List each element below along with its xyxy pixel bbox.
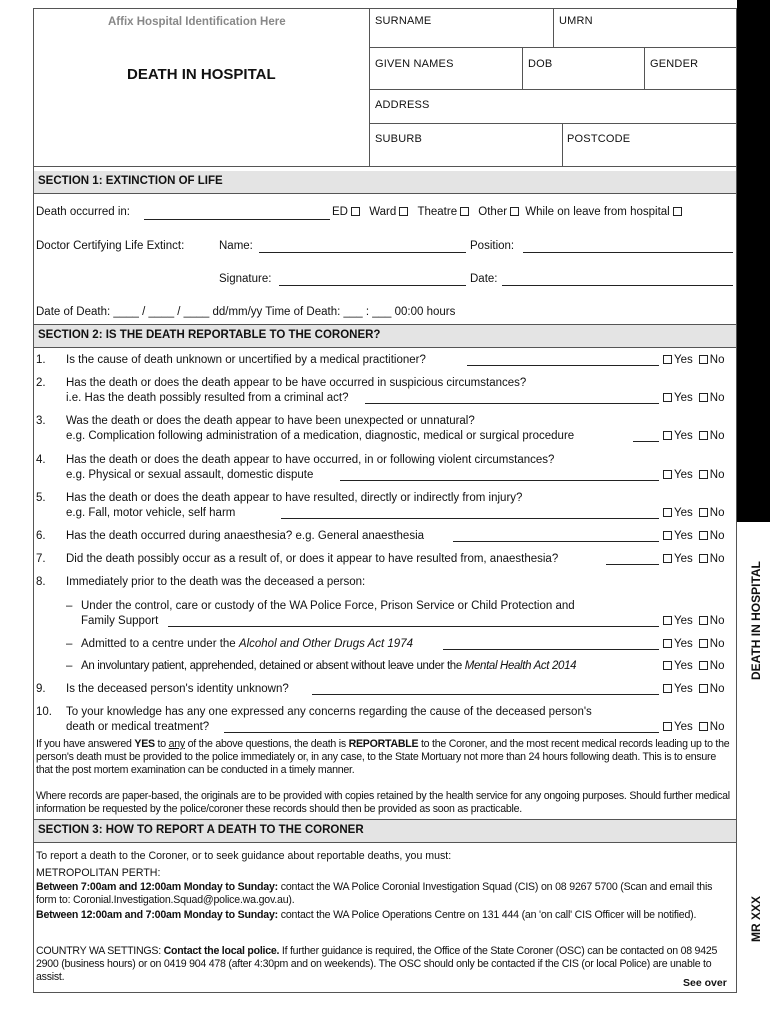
q1-no-checkbox[interactable] [699, 355, 708, 364]
death-occurred-input[interactable] [144, 219, 330, 220]
q4-example: e.g. Physical or sexual assault, domestic dispute [66, 469, 314, 481]
q9-yes-no: Yes No [660, 683, 724, 695]
surname-field[interactable]: SURNAME [375, 15, 432, 27]
q2-number: 2. [36, 377, 46, 389]
records-note: Where records are paper-based, the originals are to be provided with copies retained by the health service for any ongoing purposes. Should further medical information be requested by the police/coroner these records should then be provided as soon as practicable. [36, 790, 730, 815]
doctor-name-input[interactable] [259, 252, 466, 253]
leave-checkbox[interactable] [673, 207, 682, 216]
q7-text: Did the death possibly occur as a result of, or does it appear to have resulted from, anaesthesia? [66, 553, 559, 565]
reportable-note: If you have answered YES to any of the above questions, the death is REPORTABLE to the Coroner, and the most recent medical records leading up to the person's death must be provided to the police immediately or, in any case, to the State Mortuary not more than 24 hours following death. This is to ensure that the post mortem examination can be conducted in a timely manner. [36, 738, 730, 776]
section2-header: SECTION 2: IS THE DEATH REPORTABLE TO THE CORONER? [34, 325, 736, 347]
q3-no-checkbox[interactable] [699, 431, 708, 440]
q5-yes-checkbox[interactable] [663, 508, 672, 517]
q6-no-checkbox[interactable] [699, 531, 708, 540]
q8b-yes-checkbox[interactable] [663, 639, 672, 648]
q6-yes-checkbox[interactable] [663, 531, 672, 540]
suburb-field[interactable]: SUBURB [375, 133, 423, 145]
q5-number: 5. [36, 492, 46, 504]
q3-yes-no: Yes No [660, 430, 724, 442]
see-over-label: See over [683, 977, 727, 989]
q2-yes-checkbox[interactable] [663, 393, 672, 402]
q9-no-checkbox[interactable] [699, 684, 708, 693]
sidebar-form-code: MR XXX [749, 895, 763, 942]
q3-example: e.g. Complication following administration of a medication, diagnostic, medical or surgical procedure [66, 430, 575, 442]
position-label: Position: [470, 240, 515, 252]
given-names-field[interactable]: GIVEN NAMES [375, 58, 454, 70]
q6-number: 6. [36, 530, 46, 542]
position-input[interactable] [523, 252, 733, 253]
q6-text: Has the death occurred during anaesthesia? e.g. General anaesthesia [66, 530, 425, 542]
q2-example: i.e. Has the death possibly resulted from a criminal act? [66, 392, 349, 404]
dob-field[interactable]: DOB [528, 58, 553, 70]
q1-number: 1. [36, 354, 46, 366]
q3-yes-checkbox[interactable] [663, 431, 672, 440]
signature-input[interactable] [279, 285, 466, 286]
q7-no-checkbox[interactable] [699, 554, 708, 563]
sidebar-black-bar [737, 0, 770, 522]
q2-no-checkbox[interactable] [699, 393, 708, 402]
q10-text-cont: death or medical treatment? [66, 721, 210, 733]
q4-number: 4. [36, 454, 46, 466]
section3-intro: To report a death to the Coroner, or to seek guidance about reportable deaths, you must: [36, 850, 452, 862]
q2-yes-no: Yes No [660, 392, 724, 404]
death-location-options: ED Ward Theatre Other While on leave from hospital [332, 206, 684, 218]
q4-no-checkbox[interactable] [699, 470, 708, 479]
q8c-yes-no: Yes No [660, 660, 724, 672]
country-instructions: COUNTRY WA SETTINGS: Contact the local police. If further guidance is required, the Office of the State Coroner (OSC) can be contacted on 08 9425 2900 (business hours) or on 0419 904 478 (after 4:30pm and on weekends). The OSC should only be contacted if the CIS (or local Police) are unable to assist. [36, 945, 718, 983]
ed-checkbox[interactable] [351, 207, 360, 216]
signature-label: Signature: [219, 273, 272, 285]
q8c-dash: – [66, 660, 73, 672]
metro-day-instructions: Between 7:00am and 12:00am Monday to Sunday: contact the WA Police Coronial Investigation Squad (CIS) on 08 9267 5700 (Scan and email this form to: Coronial.Investigation.Squad@police.wa.gov.au). [36, 881, 713, 906]
q1-yes-no: Yes No [660, 354, 724, 366]
postcode-field[interactable]: POSTCODE [567, 133, 631, 145]
q7-number: 7. [36, 553, 46, 565]
ward-checkbox[interactable] [399, 207, 408, 216]
q8b-dash: – [66, 638, 73, 650]
q4-text: Has the death or does the death appear to have occurred, in or following violent circumstances? [66, 454, 555, 466]
q5-example: e.g. Fall, motor vehicle, self harm [66, 507, 236, 519]
q8c-yes-checkbox[interactable] [663, 661, 672, 670]
q5-text: Has the death or does the death appear to have resulted, directly or indirectly from injury? [66, 492, 523, 504]
page-title: DEATH IN HOSPITAL [127, 66, 276, 83]
sidebar-form-title: DEATH IN HOSPITAL [749, 561, 763, 680]
q5-yes-no: Yes No [660, 507, 724, 519]
name-label: Name: [219, 240, 253, 252]
q1-text: Is the cause of death unknown or uncertified by a medical practitioner? [66, 354, 426, 366]
death-occurred-label: Death occurred in: [36, 206, 130, 218]
q10-number: 10. [36, 706, 52, 718]
q8c-text: An involuntary patient, apprehended, detained or absent without leave under the Mental Health Act 2014 [81, 660, 577, 672]
q10-text: To your knowledge has any one expressed any concerns regarding the cause of the deceased person's [66, 706, 592, 718]
doctor-label: Doctor Certifying Life Extinct: [36, 240, 185, 252]
address-field[interactable]: ADDRESS [375, 99, 430, 111]
metro-night-instructions: Between 12:00am and 7:00am Monday to Sunday: contact the WA Police Operations Centre on 131 444 (an 'on call' CIS Officer will be notified). [36, 909, 697, 921]
q10-yes-no: Yes No [660, 721, 724, 733]
q7-yes-checkbox[interactable] [663, 554, 672, 563]
q8-number: 8. [36, 576, 46, 588]
q8b-no-checkbox[interactable] [699, 639, 708, 648]
q10-no-checkbox[interactable] [699, 722, 708, 731]
section1-header: SECTION 1: EXTINCTION OF LIFE [34, 171, 736, 193]
q8a-yes-checkbox[interactable] [663, 616, 672, 625]
q8b-yes-no: Yes No [660, 638, 724, 650]
gender-field[interactable]: GENDER [650, 58, 699, 70]
q8c-no-checkbox[interactable] [699, 661, 708, 670]
affix-label: Affix Hospital Identification Here [108, 16, 286, 28]
q10-yes-checkbox[interactable] [663, 722, 672, 731]
q8b-text: Admitted to a centre under the Alcohol and Other Drugs Act 1974 [81, 638, 413, 650]
umrn-field[interactable]: UMRN [559, 15, 593, 27]
other-checkbox[interactable] [510, 207, 519, 216]
q8a-dash: – [66, 600, 73, 612]
metro-heading: METROPOLITAN PERTH: [36, 867, 161, 879]
q8-text: Immediately prior to the death was the deceased a person: [66, 576, 366, 588]
q8a-text: Under the control, care or custody of the WA Police Force, Prison Service or Child Protection and [81, 600, 575, 612]
date-label: Date: [470, 273, 498, 285]
date-input[interactable] [502, 285, 733, 286]
q8a-text-cont: Family Support [81, 615, 159, 627]
q6-yes-no: Yes No [660, 530, 724, 542]
q4-yes-no: Yes No [660, 469, 724, 481]
q5-no-checkbox[interactable] [699, 508, 708, 517]
q8a-no-checkbox[interactable] [699, 616, 708, 625]
q3-number: 3. [36, 415, 46, 427]
q4-yes-checkbox[interactable] [663, 470, 672, 479]
q7-yes-no: Yes No [660, 553, 724, 565]
q3-text: Was the death or does the death appear to have been unexpected or unnatural? [66, 415, 475, 427]
theatre-checkbox[interactable] [460, 207, 469, 216]
date-of-death-line[interactable]: Date of Death: ____ / ____ / ____ dd/mm/yy Time of Death: ___ : ___ 00:00 hours [36, 306, 456, 318]
q9-text: Is the deceased person's identity unknown? [66, 683, 289, 695]
q1-yes-checkbox[interactable] [663, 355, 672, 364]
header-divider [369, 8, 370, 166]
q9-number: 9. [36, 683, 46, 695]
section3-header: SECTION 3: HOW TO REPORT A DEATH TO THE CORONER [34, 820, 736, 842]
q9-yes-checkbox[interactable] [663, 684, 672, 693]
q2-text: Has the death or does the death appear to be have occurred in suspicious circumstances? [66, 377, 527, 389]
q8a-yes-no: Yes No [660, 615, 724, 627]
